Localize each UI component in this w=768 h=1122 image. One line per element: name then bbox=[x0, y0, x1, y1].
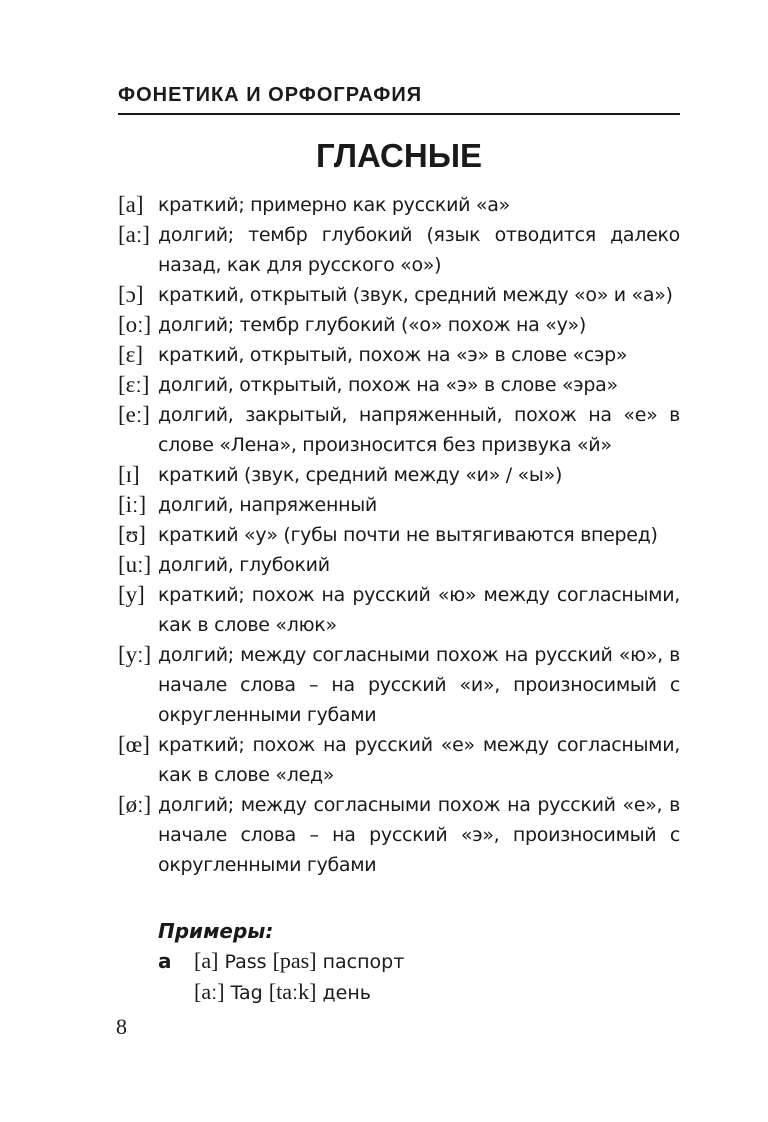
example-transcription: [taːk] bbox=[268, 979, 317, 1004]
vowel-entry bbox=[118, 220, 680, 280]
vowel-description: краткий; примерно как русский «а» bbox=[158, 194, 510, 216]
vowel-description: долгий; между согласными похож на русский «ю», в начале слова – на русский «и», произносимый с округленными губами bbox=[158, 644, 680, 726]
page-number: 8 bbox=[116, 1014, 127, 1039]
vowel-symbol: [ɛː] bbox=[118, 372, 150, 397]
vowel-entry bbox=[118, 580, 680, 640]
example-word: Tag bbox=[230, 982, 263, 1004]
vowel-entry bbox=[118, 310, 680, 340]
vowel-symbol: [ɪ] bbox=[118, 462, 140, 487]
vowel-symbol: [œ] bbox=[118, 732, 150, 757]
vowel-description: долгий; тембр глубокий («о» похож на «у») bbox=[158, 314, 586, 336]
vowel-symbol: [uː] bbox=[118, 552, 152, 577]
section-title: ГЛАСНЫЕ bbox=[315, 137, 483, 174]
vowel-symbol: [y] bbox=[118, 582, 145, 607]
example-text bbox=[194, 977, 371, 1008]
example-sound: [aː] bbox=[194, 979, 225, 1004]
vowel-symbol: [a] bbox=[118, 192, 144, 217]
example-row bbox=[158, 946, 678, 977]
vowel-entry bbox=[118, 490, 680, 520]
vowel-description: долгий; тембр глубокий (язык отводится далеко назад, как для русского «о») bbox=[158, 224, 680, 276]
running-title: ФОНЕТИКА И ОРФОГРАФИЯ bbox=[118, 84, 423, 106]
example-transcription: [pas] bbox=[272, 948, 317, 973]
vowel-symbol: [yː] bbox=[118, 642, 152, 667]
vowel-description: долгий, глубокий bbox=[158, 554, 330, 576]
vowel-symbol: [iː] bbox=[118, 492, 147, 517]
vowel-entry bbox=[118, 520, 680, 550]
vowel-symbol: [ɛ] bbox=[118, 342, 143, 367]
vowel-list bbox=[118, 190, 680, 880]
vowel-description: краткий; похож на русский «ю» между согласными, как в слове «люк» bbox=[158, 584, 680, 636]
vowel-description: долгий; между согласными похож на русский «е», в начале слова – на русский «э», произносимый с округленными губами bbox=[158, 794, 680, 876]
example-translation: паспорт bbox=[322, 951, 405, 973]
vowel-entry bbox=[118, 790, 680, 880]
vowel-symbol: [eː] bbox=[118, 402, 150, 427]
vowel-entry bbox=[118, 550, 680, 580]
vowel-entry bbox=[118, 340, 680, 370]
vowel-description: краткий «у» (губы почти не вытягиваются вперед) bbox=[158, 524, 658, 546]
vowel-description: долгий, закрытый, напряженный, похож на «е» в слове «Лена», произносится без призвука «й» bbox=[158, 404, 680, 456]
example-word: Pass bbox=[224, 951, 267, 973]
examples-label: Примеры: bbox=[158, 919, 274, 943]
vowel-entry bbox=[118, 280, 680, 310]
vowel-symbol: [øː] bbox=[118, 792, 152, 817]
example-letter: a bbox=[158, 949, 172, 973]
vowel-description: краткий (звук, средний между «и» / «ы») bbox=[158, 464, 563, 486]
vowel-description: долгий, напряженный bbox=[158, 494, 377, 516]
example-sound: [a] bbox=[194, 948, 219, 973]
vowel-description: краткий, открытый (звук, средний между «о» и «а») bbox=[158, 284, 673, 306]
example-row bbox=[158, 977, 678, 1008]
example-text bbox=[194, 946, 404, 977]
examples-block bbox=[158, 916, 678, 1008]
vowel-entry bbox=[118, 370, 680, 400]
vowel-symbol: [aː] bbox=[118, 222, 150, 247]
vowel-entry bbox=[118, 460, 680, 490]
vowel-symbol: [ɔ] bbox=[118, 282, 144, 307]
vowel-entry bbox=[118, 730, 680, 790]
vowel-entry bbox=[118, 190, 680, 220]
header-rule bbox=[118, 113, 680, 115]
vowel-entry bbox=[118, 640, 680, 730]
vowel-description: краткий, открытый, похож на «э» в слове «сэр» bbox=[158, 344, 628, 366]
example-translation: день bbox=[322, 982, 371, 1004]
vowel-symbol: [ʊ] bbox=[118, 522, 146, 547]
vowel-description: долгий, открытый, похож на «э» в слове «эра» bbox=[158, 374, 618, 396]
vowel-symbol: [oː] bbox=[118, 312, 152, 337]
vowel-entry bbox=[118, 400, 680, 460]
vowel-description: краткий; похож на русский «е» между согласными, как в слове «лед» bbox=[158, 734, 680, 786]
